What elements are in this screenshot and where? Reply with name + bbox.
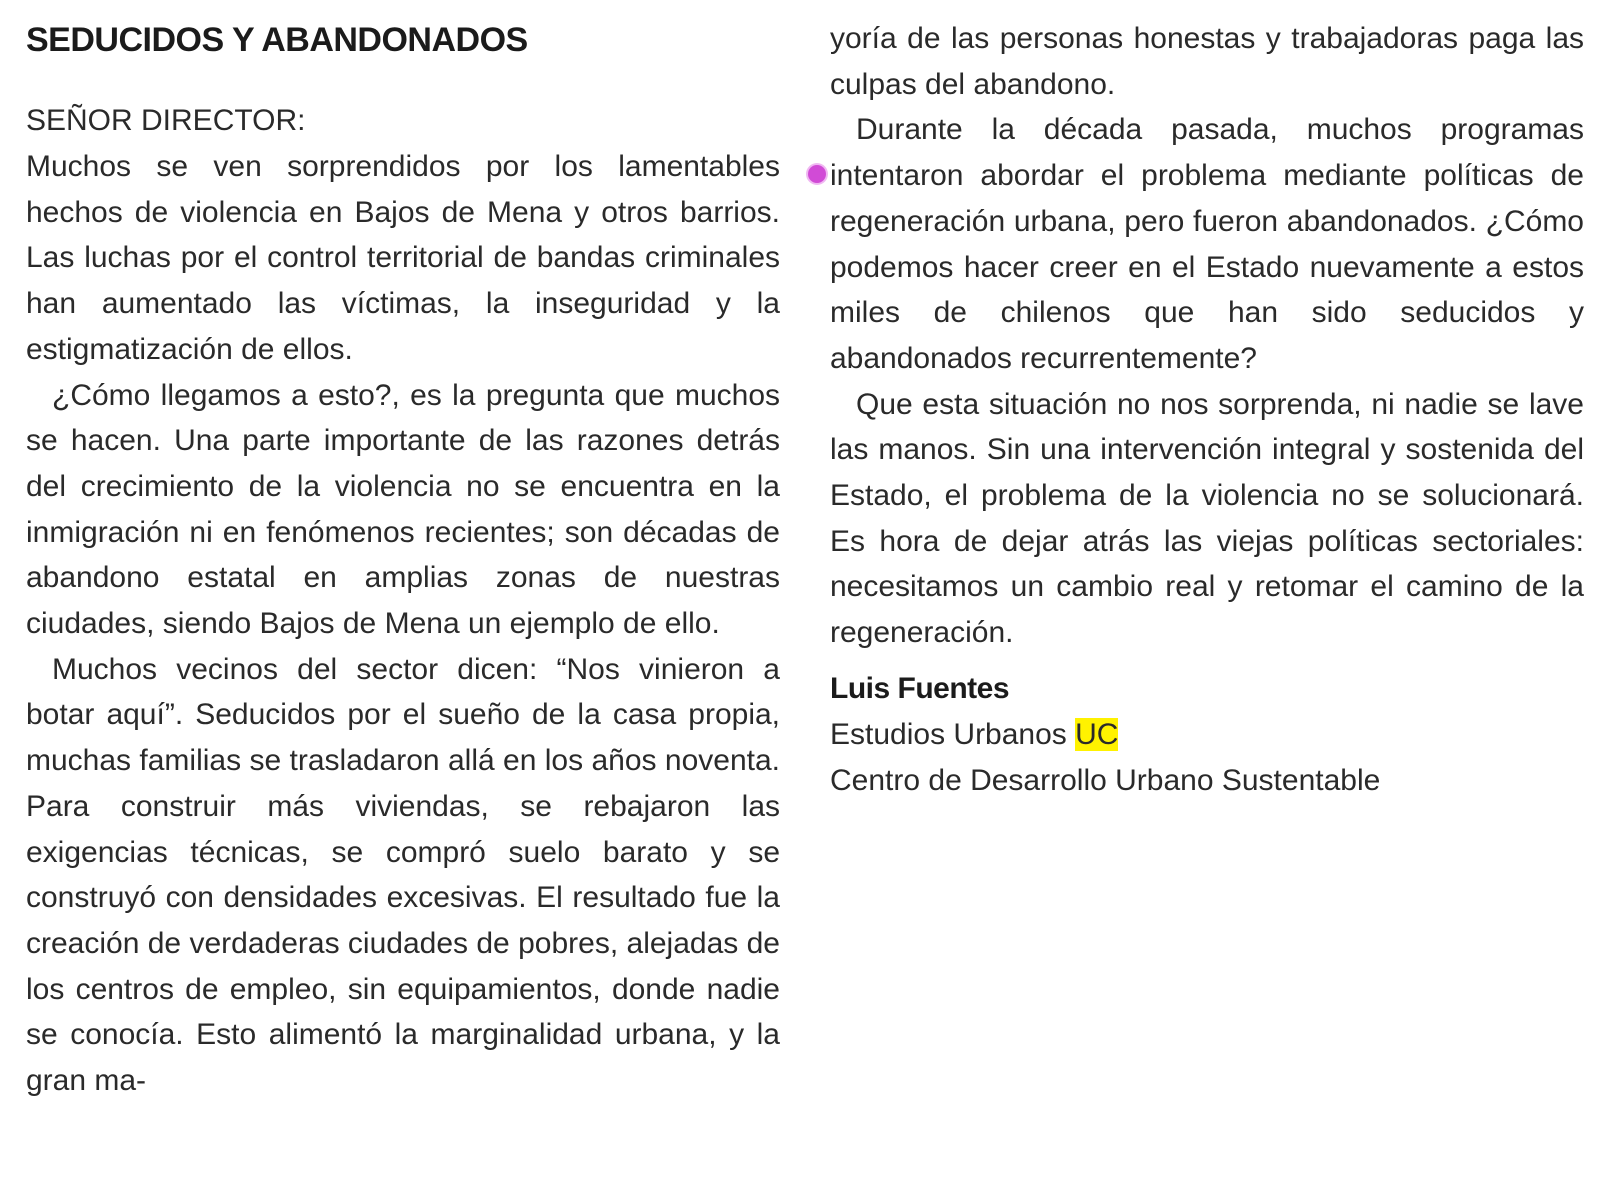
author-department: Centro de Desarrollo Urbano Sustentable <box>830 763 1381 797</box>
headline: SEDUCIDOS Y ABANDONADOS <box>26 21 528 59</box>
paragraph-3: Muchos vecinos del sector dicen: “Nos vinieron a botar aquí”. Seducidos por el sueño de la casa propia, muchas familias se trasladaron allá en los años noventa. Para construir más viviendas, se rebajaron las exigencias técnicas, se compró suelo barato y se construyó con densidades excesivas. El resultado fue la creación de verdaderas ciudades de pobres, alejadas de los centros de empleo, sin equipamientos, donde nadie se conocía. Esto alimentó la marginalidad urbana, y la gran ma- <box>26 652 780 1098</box>
paragraph-3-continued: yoría de las personas honestas y trabajadoras paga las culpas del abandono. <box>830 22 1584 101</box>
paragraph-4: Durante la década pasada, muchos programas intentaron abordar el problema mediante políticas de regeneración urbana, pero fueron abandonados. ¿Cómo podemos hacer creer en el Estado nuevamente a estos miles de chilenos que han sido seducidos y abandonados recurrentemente? <box>830 113 1584 375</box>
annotation-marker-icon[interactable] <box>808 165 826 183</box>
author-affiliation <box>830 712 1584 758</box>
salutation: SEÑOR DIRECTOR: <box>26 104 306 137</box>
left-column <box>26 0 780 1104</box>
paragraph-5: Que esta situación no nos sorprenda, ni nadie se lave las manos. Sin una intervención integral y sostenida del Estado, el problema de la violencia no se solucionará. Es hora de dejar atrás las viejas políticas sectoriales: necesitamos un cambio real y retomar el camino de la regeneración. <box>830 387 1584 650</box>
right-column <box>830 0 1584 804</box>
paragraph-1: Muchos se ven sorprendidos por los lamentables hechos de violencia en Bajos de Mena y otros barrios. Las luchas por el control territorial de bandas criminales han aumentado las víctimas, la inseguridad y la estigmatización de ellos. <box>26 150 780 366</box>
signature-block <box>830 666 1584 804</box>
author-name: Luis Fuentes <box>830 671 1010 705</box>
affiliation-text: Estudios Urbanos <box>830 717 1076 751</box>
paragraph-2: ¿Cómo llegamos a esto?, es la pregunta que muchos se hacen. Una parte importante de las razones detrás del crecimiento de la violencia no se encuentra en la inmigración ni en fenómenos recientes; son décadas de abandono estatal en amplias zonas de nuestras ciudades, siendo Bajos de Mena un ejemplo de ello. <box>26 378 780 641</box>
highlighted-text: UC <box>1075 717 1119 751</box>
